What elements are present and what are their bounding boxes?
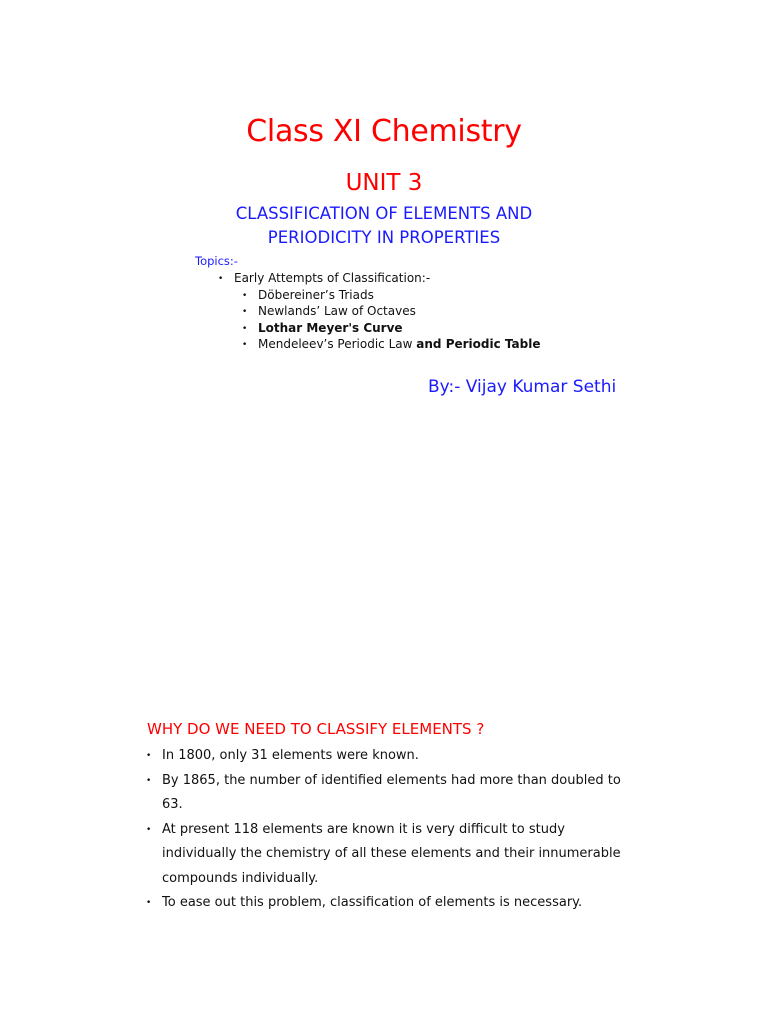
bullet-icon: •: [218, 274, 224, 284]
bullet-icon: •: [146, 824, 152, 835]
subtopic-text-bold: and Periodic Table: [416, 337, 541, 351]
author-credit: By:- Vijay Kumar Sethi: [428, 377, 617, 397]
topics-label: Topics:-: [195, 254, 238, 268]
list-item: [146, 769, 626, 818]
subtopic-text: Döbereiner’s Triads: [258, 287, 374, 302]
subtopic-text: Mendeleev’s Periodic Law: [258, 337, 413, 351]
bullet-icon: •: [242, 290, 248, 301]
subtopic-text: Newlands’ Law of Octaves: [258, 304, 416, 318]
slide-title: Class XI Chemistry: [246, 114, 522, 149]
section-heading: WHY DO WE NEED TO CLASSIFY ELEMENTS ?: [147, 720, 485, 738]
bullet-icon: •: [146, 775, 152, 786]
subtitle-line-1: CLASSIFICATION OF ELEMENTS AND: [235, 204, 533, 223]
list-item: [146, 818, 626, 892]
list-item-text: At present 118 elements are known it is very difficult to study individually the chemistry of all these elements and their innumerable compounds individually.: [162, 821, 621, 886]
bullet-icon: •: [146, 898, 152, 908]
list-item-text: In 1800, only 31 elements were known.: [162, 748, 419, 763]
list-item-text: By 1865, the number of identified elements had more than doubled to 63.: [162, 772, 621, 812]
unit-subtitle: [0, 202, 768, 250]
bullet-icon: •: [242, 323, 248, 334]
subtitle-line-2: PERIODICITY IN PROPERTIES: [267, 228, 501, 247]
subtopic-item: [218, 320, 540, 337]
bullet-icon: •: [242, 340, 248, 350]
reasons-list: [146, 744, 626, 916]
bullet-icon: •: [146, 751, 152, 761]
list-item: [146, 744, 626, 769]
topic-item: [218, 270, 540, 287]
subtopic-item: [218, 287, 540, 304]
subtopic-item: [218, 303, 540, 320]
subtopic-item: [218, 336, 540, 353]
list-item: [146, 891, 626, 916]
unit-heading: UNIT 3: [345, 170, 423, 196]
bullet-icon: •: [242, 307, 248, 317]
subtopic-text: Lothar Meyer's Curve: [258, 320, 403, 335]
topic-text: Early Attempts of Classification:-: [234, 271, 431, 285]
list-item-text: To ease out this problem, classification of elements is necessary.: [162, 895, 583, 910]
topics-list: [218, 270, 540, 353]
